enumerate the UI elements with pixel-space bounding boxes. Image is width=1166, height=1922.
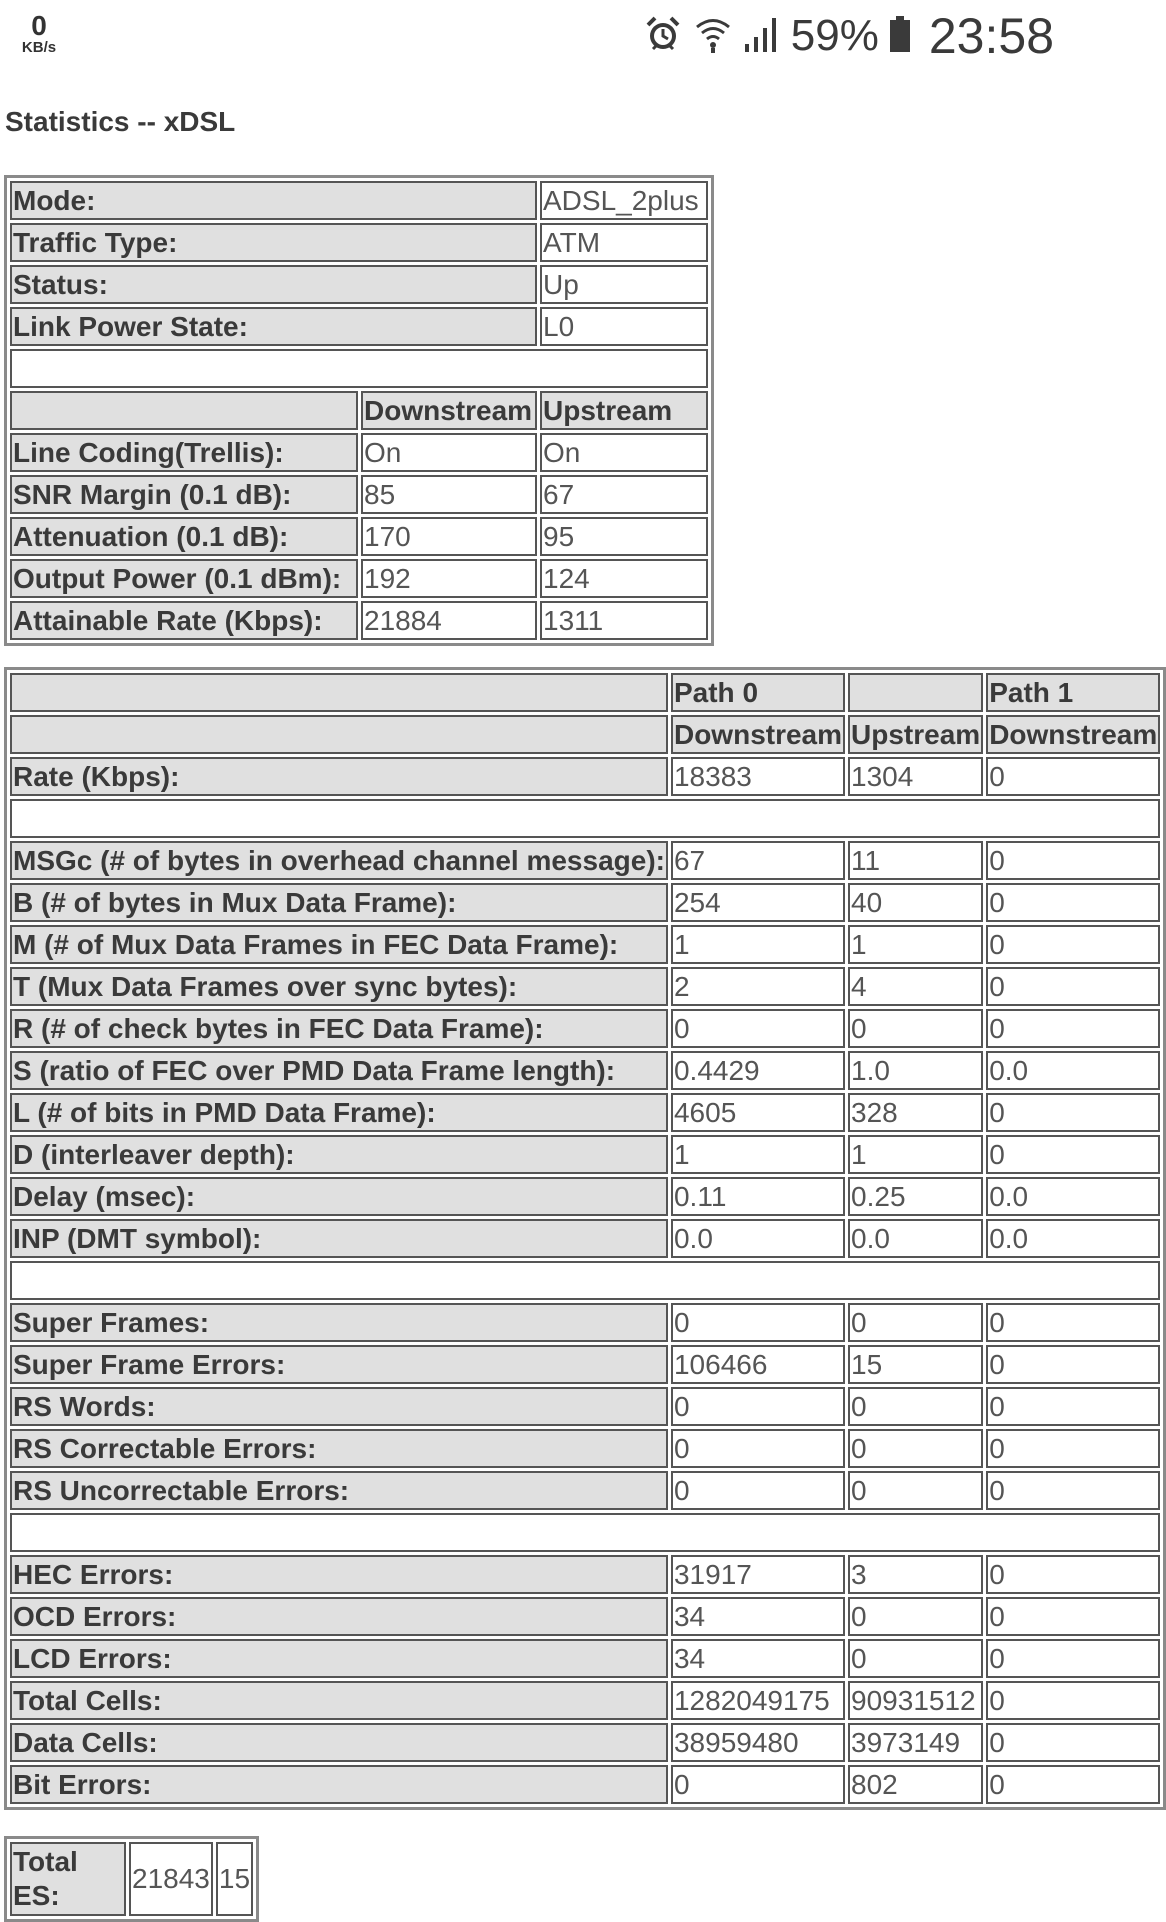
cell-value: 0.11 xyxy=(671,1177,845,1216)
cell-value: 0 xyxy=(671,1765,845,1804)
table-row xyxy=(10,223,708,262)
wifi-icon xyxy=(693,14,733,59)
cell-value: 0 xyxy=(986,1681,1160,1720)
cell-value: 0.25 xyxy=(848,1177,983,1216)
table-row xyxy=(10,925,1160,964)
cell-value: 3973149 xyxy=(848,1723,983,1762)
cell-value: 802 xyxy=(848,1765,983,1804)
row-label: Traffic Type: xyxy=(10,223,537,262)
row-label: Mode: xyxy=(10,181,537,220)
cell-value: 34 xyxy=(671,1597,845,1636)
cell-value: 4 xyxy=(848,967,983,1006)
cell-value: 0 xyxy=(986,1765,1160,1804)
row-label: Output Power (0.1 dBm): xyxy=(10,559,358,598)
table-row xyxy=(10,967,1160,1006)
cell-value: 0 xyxy=(986,1555,1160,1594)
row-label: Total Cells: xyxy=(10,1681,668,1720)
cell-value: 0 xyxy=(671,1429,845,1468)
table-row xyxy=(10,1135,1160,1174)
direction-header-row xyxy=(10,715,1160,754)
cell-value: 34 xyxy=(671,1639,845,1678)
cell-value: 1 xyxy=(671,925,845,964)
downstream-value: On xyxy=(361,433,537,472)
column-header-downstream: Downstream xyxy=(671,715,845,754)
row-label: OCD Errors: xyxy=(10,1597,668,1636)
alarm-icon xyxy=(643,14,683,59)
cell-value: 1304 xyxy=(848,757,983,796)
spacer-cell xyxy=(10,349,708,388)
battery-percent: 59% xyxy=(790,11,879,60)
cell-value: 0 xyxy=(671,1303,845,1342)
table-row xyxy=(10,841,1160,880)
downstream-value: 192 xyxy=(361,559,537,598)
downstream-value: 170 xyxy=(361,517,537,556)
row-label: RS Words: xyxy=(10,1387,668,1426)
column-header-upstream: Upstream xyxy=(540,391,708,430)
cell-value: 0 xyxy=(986,967,1160,1006)
row-label: LCD Errors: xyxy=(10,1639,668,1678)
spacer-row xyxy=(10,799,1160,838)
cell-value: 0 xyxy=(848,1471,983,1510)
upstream-value: On xyxy=(540,433,708,472)
table-row xyxy=(10,1555,1160,1594)
row-label: HEC Errors: xyxy=(10,1555,668,1594)
cell-value: 21843 xyxy=(129,1842,213,1916)
cell-value: 0.0 xyxy=(671,1219,845,1258)
row-label: Link Power State: xyxy=(10,307,537,346)
cell-value: 40 xyxy=(848,883,983,922)
upstream-value: 1311 xyxy=(540,601,708,640)
signal-icon xyxy=(743,14,781,59)
cell-value: 11 xyxy=(848,841,983,880)
cell-value: 0 xyxy=(986,1093,1160,1132)
upstream-value: 67 xyxy=(540,475,708,514)
cell-value: 0 xyxy=(986,1723,1160,1762)
row-label: INP (DMT symbol): xyxy=(10,1219,668,1258)
downstream-value: 21884 xyxy=(361,601,537,640)
cell-value: 1 xyxy=(848,925,983,964)
clock: 23:58 xyxy=(928,8,1054,64)
table-row xyxy=(10,1303,1160,1342)
row-label: Data Cells: xyxy=(10,1723,668,1762)
cell-value: 0 xyxy=(986,1597,1160,1636)
cell-value: 0 xyxy=(986,1303,1160,1342)
row-label: Super Frames: xyxy=(10,1303,668,1342)
cell-value: 0 xyxy=(848,1303,983,1342)
cell-value: 0 xyxy=(986,883,1160,922)
table-row xyxy=(10,559,708,598)
cell-value: 0 xyxy=(986,1429,1160,1468)
table-row xyxy=(10,1093,1160,1132)
table-row xyxy=(10,1597,1160,1636)
cell-value: 0.0 xyxy=(848,1219,983,1258)
spacer-cell xyxy=(10,799,1160,838)
cell-value: 0.0 xyxy=(986,1219,1160,1258)
table-row xyxy=(10,601,708,640)
cell-error-rows xyxy=(10,1555,1160,1804)
row-value: ADSL_2plus xyxy=(540,181,708,220)
table-row xyxy=(10,757,1160,796)
table-row xyxy=(10,1219,1160,1258)
path-statistics-table xyxy=(4,667,1166,1810)
network-speed-indicator xyxy=(14,12,64,56)
row-value: L0 xyxy=(540,307,708,346)
table-row xyxy=(10,181,708,220)
cell-value: 2 xyxy=(671,967,845,1006)
table-row xyxy=(10,1842,253,1916)
table-row xyxy=(10,1723,1160,1762)
header-empty xyxy=(10,673,668,712)
row-value: ATM xyxy=(540,223,708,262)
cell-value: 0 xyxy=(848,1597,983,1636)
cell-value: 106466 xyxy=(671,1345,845,1384)
cell-value: 0 xyxy=(671,1471,845,1510)
row-label: Rate (Kbps): xyxy=(10,757,668,796)
table-row xyxy=(10,265,708,304)
row-label: L (# of bits in PMD Data Frame): xyxy=(10,1093,668,1132)
cell-value: 0.0 xyxy=(986,1051,1160,1090)
column-header-upstream: Upstream xyxy=(848,715,983,754)
row-label: R (# of check bytes in FEC Data Frame): xyxy=(10,1009,668,1048)
cell-value: 1282049175 xyxy=(671,1681,845,1720)
cell-value: 0 xyxy=(986,1135,1160,1174)
frame-rows xyxy=(10,841,1160,1258)
row-label: D (interleaver depth): xyxy=(10,1135,668,1174)
cell-value: 0 xyxy=(986,1639,1160,1678)
cell-value: 67 xyxy=(671,841,845,880)
row-label: Status: xyxy=(10,265,537,304)
table-row xyxy=(10,1009,1160,1048)
cell-value: 0 xyxy=(986,1009,1160,1048)
cell-value: 3 xyxy=(848,1555,983,1594)
row-label: Attenuation (0.1 dB): xyxy=(10,517,358,556)
header-empty xyxy=(848,673,983,712)
cell-value: 0 xyxy=(986,757,1160,796)
path-0-header: Path 0 xyxy=(671,673,845,712)
cell-value: 0.4429 xyxy=(671,1051,845,1090)
page-title: Statistics -- xDSL xyxy=(5,106,236,137)
table-row xyxy=(10,475,708,514)
header-row xyxy=(10,391,708,430)
cell-value: 0 xyxy=(848,1009,983,1048)
row-label: Bit Errors: xyxy=(10,1765,668,1804)
spacer-row xyxy=(10,1513,1160,1552)
table-row xyxy=(10,433,708,472)
cell-value: 0 xyxy=(848,1429,983,1468)
row-label: SNR Margin (0.1 dB): xyxy=(10,475,358,514)
cell-value: 4605 xyxy=(671,1093,845,1132)
cell-value: 0 xyxy=(986,1345,1160,1384)
row-label: B (# of bytes in Mux Data Frame): xyxy=(10,883,668,922)
cell-value: 0 xyxy=(986,1471,1160,1510)
cell-value: 90931512 xyxy=(848,1681,983,1720)
row-label: Super Frame Errors: xyxy=(10,1345,668,1384)
cell-value: 0.0 xyxy=(986,1177,1160,1216)
header-empty xyxy=(10,715,668,754)
upstream-value: 124 xyxy=(540,559,708,598)
downstream-value: 85 xyxy=(361,475,537,514)
table-row xyxy=(10,1471,1160,1510)
net-speed-unit: KB/s xyxy=(21,39,57,56)
row-label: MSGc (# of bytes in overhead channel message): xyxy=(10,841,668,880)
table-row xyxy=(10,1345,1160,1384)
cell-value: 1 xyxy=(848,1135,983,1174)
summary-table xyxy=(4,175,714,646)
row-label: RS Uncorrectable Errors: xyxy=(10,1471,668,1510)
path-header-row xyxy=(10,673,1160,712)
cell-value: 328 xyxy=(848,1093,983,1132)
spacer-row xyxy=(10,1261,1160,1300)
spacer-row xyxy=(10,349,708,388)
table-row xyxy=(10,1051,1160,1090)
table-row xyxy=(10,1639,1160,1678)
cell-value: 0 xyxy=(671,1387,845,1426)
cell-value: 38959480 xyxy=(671,1723,845,1762)
table-row xyxy=(10,517,708,556)
table-row xyxy=(10,307,708,346)
table-row xyxy=(10,1765,1160,1804)
row-label: S (ratio of FEC over PMD Data Frame length): xyxy=(10,1051,668,1090)
status-bar xyxy=(0,0,1080,74)
cell-value: 31917 xyxy=(671,1555,845,1594)
row-label: Line Coding(Trellis): xyxy=(10,433,358,472)
header-empty xyxy=(10,391,358,430)
table-row xyxy=(10,1681,1160,1720)
row-label: Attainable Rate (Kbps): xyxy=(10,601,358,640)
cell-value: 1.0 xyxy=(848,1051,983,1090)
cell-value: 0 xyxy=(671,1009,845,1048)
table-row xyxy=(10,1387,1160,1426)
spacer-cell xyxy=(10,1261,1160,1300)
battery-icon xyxy=(889,14,911,59)
column-header-downstream: Downstream xyxy=(361,391,537,430)
cell-value: 18383 xyxy=(671,757,845,796)
upstream-value: 95 xyxy=(540,517,708,556)
super-frame-rows xyxy=(10,1303,1160,1510)
cell-value: 0 xyxy=(986,1387,1160,1426)
row-value: Up xyxy=(540,265,708,304)
table-row xyxy=(10,883,1160,922)
row-label: RS Correctable Errors: xyxy=(10,1429,668,1468)
row-label: Total ES: xyxy=(10,1842,126,1916)
row-label: M (# of Mux Data Frames in FEC Data Frame): xyxy=(10,925,668,964)
spacer-cell xyxy=(10,1513,1160,1552)
cell-value: 0 xyxy=(986,925,1160,964)
column-header-downstream: Downstream xyxy=(986,715,1160,754)
row-label: T (Mux Data Frames over sync bytes): xyxy=(10,967,668,1006)
table-row xyxy=(10,1429,1160,1468)
net-speed-value: 0 xyxy=(31,10,47,41)
cell-value: 1 xyxy=(671,1135,845,1174)
cell-value: 15 xyxy=(848,1345,983,1384)
cell-value: 0 xyxy=(848,1387,983,1426)
table-row xyxy=(10,1177,1160,1216)
errored-seconds-table xyxy=(4,1836,259,1922)
cell-value: 15 xyxy=(216,1842,253,1916)
cell-value: 254 xyxy=(671,883,845,922)
cell-value: 0 xyxy=(848,1639,983,1678)
row-label: Delay (msec): xyxy=(10,1177,668,1216)
cell-value: 0 xyxy=(986,841,1160,880)
path-1-header: Path 1 xyxy=(986,673,1160,712)
